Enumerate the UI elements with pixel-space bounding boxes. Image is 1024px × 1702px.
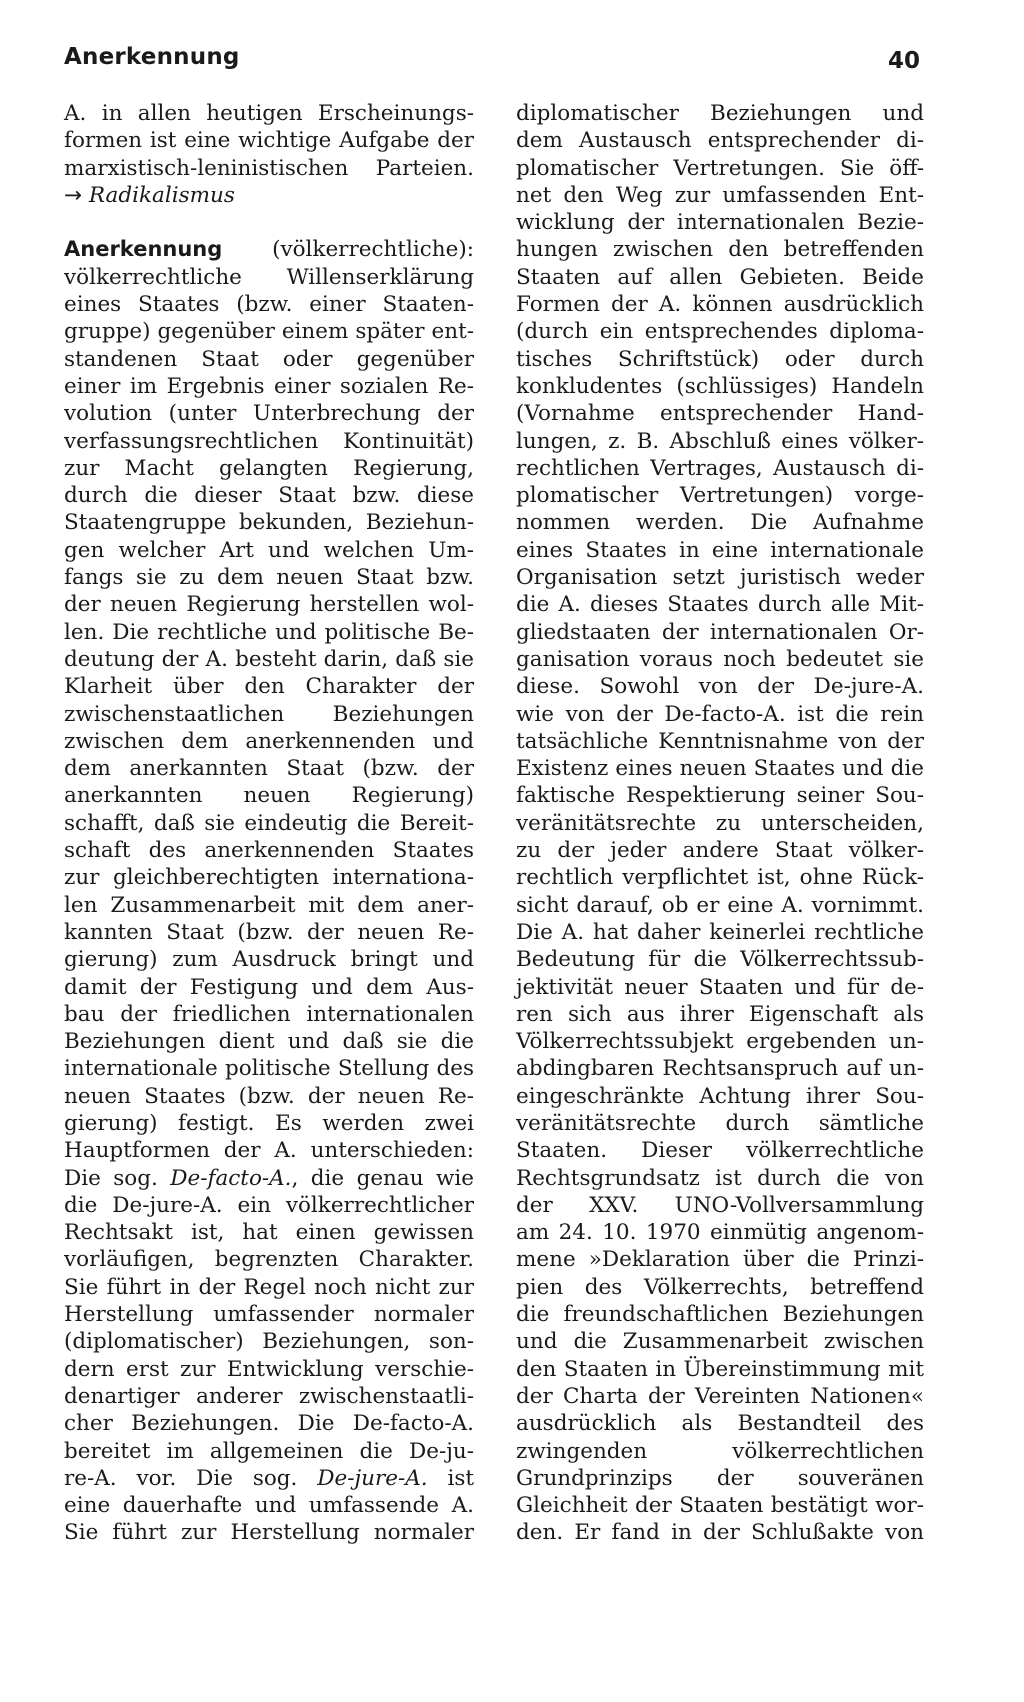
text-line: Existenz eines neuen Staates und die xyxy=(516,756,924,782)
cross-reference-arrow-icon: → xyxy=(64,182,89,208)
text-line: Bedeutung für die Völkerrechtssub- xyxy=(516,947,924,973)
text-line: pien des Völkerrechts, betreffend xyxy=(516,1274,924,1300)
left-column xyxy=(64,100,474,1547)
text-line: durch die dieser Staat bzw. diese xyxy=(64,483,474,509)
text-line: gierung) festigt. Es werden zwei xyxy=(64,1110,474,1136)
text-line: Organisation setzt juristisch weder xyxy=(516,565,924,591)
text-line: dern erst zur Entwicklung verschie- xyxy=(64,1356,474,1382)
text-line: len Zusammenarbeit mit dem aner- xyxy=(64,892,474,918)
text-line: Herstellung umfassender normaler xyxy=(64,1302,474,1328)
text-line: wie von der De-facto-A. ist die rein xyxy=(516,701,924,727)
italic-term: De-jure-A. xyxy=(317,1465,428,1491)
text-line: veränitätsrechte durch sämtliche xyxy=(516,1110,924,1136)
cross-reference xyxy=(64,182,474,209)
text-line: am 24. 10. 1970 einmütig angenom- xyxy=(516,1220,924,1246)
text-line: dem anerkannten Staat (bzw. der xyxy=(64,756,474,782)
text-line: die De-jure-A. ein völkerrechtlicher xyxy=(64,1192,474,1218)
text-line: tisches Schriftstück) oder durch xyxy=(516,346,924,372)
text-line: völkerrechtliche Willenserklärung xyxy=(64,264,474,290)
page-header xyxy=(64,44,920,84)
text-line: eine dauerhafte und umfassende A. xyxy=(64,1493,474,1519)
running-head: Anerkennung xyxy=(64,44,240,70)
text-line: und die Zusammenarbeit zwischen xyxy=(516,1329,924,1355)
text-line: eines Staates (bzw. einer Staaten- xyxy=(64,292,474,318)
text-line: der XXV. UNO-Vollversammlung xyxy=(516,1192,924,1218)
text-line: jektivität neuer Staaten und für de- xyxy=(516,974,924,1000)
text-line: deutung der A. besteht darin, daß sie xyxy=(64,646,474,672)
italic-term: De-facto-A. xyxy=(170,1165,292,1191)
text-run: , die genau wie xyxy=(291,1165,474,1191)
text-line: standenen Staat oder gegenüber xyxy=(64,346,474,372)
text-line: cher Beziehungen. Die De-facto-A. xyxy=(64,1411,474,1437)
text-line: (durch ein entsprechendes diploma- xyxy=(516,319,924,345)
text-line: abdingbaren Rechtsanspruch auf un- xyxy=(516,1056,924,1082)
text-line: Staaten auf allen Gebieten. Beide xyxy=(516,264,924,290)
text-line: plomatischer Vertretungen) vorge- xyxy=(516,483,924,509)
text-line: konkludentes (schlüssiges) Handeln xyxy=(516,373,924,399)
text-line: kannten Staat (bzw. der neuen Re- xyxy=(64,919,474,945)
text-line: faktische Respektierung seiner Sou- xyxy=(516,783,924,809)
text-line: ren sich aus ihrer Eigenschaft als xyxy=(516,1001,924,1027)
text-line: Grundprinzips der souveränen xyxy=(516,1465,924,1491)
entry-headword-line xyxy=(64,236,474,263)
text-line: ganisation voraus noch bedeutet sie xyxy=(516,646,924,672)
text-line: zwingenden völkerrechtlichen xyxy=(516,1438,924,1464)
paragraph-gap xyxy=(64,209,474,236)
text-line: len. Die rechtliche und politische Be- xyxy=(64,619,474,645)
text-line: gruppe) gegenüber einem später ent- xyxy=(64,319,474,345)
text-line: Beziehungen dient und daß sie die xyxy=(64,1029,474,1055)
text-line: Gleichheit der Staaten bestätigt wor- xyxy=(516,1493,924,1519)
text-line: veränitätsrechte zu unterscheiden, xyxy=(516,810,924,836)
entry-headword: Anerkennung xyxy=(64,237,223,262)
text-line: ausdrücklich als Bestandteil des xyxy=(516,1411,924,1437)
text-line: zu der jeder andere Staat völker- xyxy=(516,838,924,864)
text-line: zwischen dem anerkennenden und xyxy=(64,728,474,754)
text-line: vorläufigen, begrenzten Charakter. xyxy=(64,1247,474,1273)
text-line: zur gleichberechtigten internationa- xyxy=(64,865,474,891)
text-line: denartiger anderer zwischenstaatli- xyxy=(64,1383,474,1409)
text-line: hungen zwischen den betreffenden xyxy=(516,237,924,263)
text-line: marxistisch-leninistischen Parteien. xyxy=(64,155,474,181)
text-run: ist xyxy=(427,1465,474,1491)
text-line: Staaten. Dieser völkerrechtliche xyxy=(516,1138,924,1164)
text-line: bereitet im allgemeinen die De-ju- xyxy=(64,1438,474,1464)
text-line: schafft, daß sie eindeutig die Bereit- xyxy=(64,810,474,836)
text-line: plomatischer Vertretungen. Sie öff- xyxy=(516,155,924,181)
text-line: dem Austausch entsprechender di- xyxy=(516,128,924,154)
text-line: rechtlich verpflichtet ist, ohne Rück- xyxy=(516,865,924,891)
text-line: der Charta der Vereinten Nationen« xyxy=(516,1383,924,1409)
text-line: wicklung der internationalen Bezie- xyxy=(516,210,924,236)
text-line: mene »Deklaration über die Prinzi- xyxy=(516,1247,924,1273)
text-line: Sie führt zur Herstellung normaler xyxy=(64,1520,474,1546)
text-line: eingeschränkte Achtung ihrer Sou- xyxy=(516,1083,924,1109)
text-line: anerkannten neuen Regierung) xyxy=(64,783,474,809)
text-line: Hauptformen der A. unterschieden: xyxy=(64,1138,474,1164)
text-line: damit der Festigung und dem Aus- xyxy=(64,974,474,1000)
text-run: Die sog. xyxy=(64,1165,171,1191)
text-line: neuen Staates (bzw. der neuen Re- xyxy=(64,1083,474,1109)
text-line: formen ist eine wichtige Aufgabe der xyxy=(64,128,474,154)
text-line: zur Macht gelangten Regierung, xyxy=(64,455,474,481)
text-line: diplomatischer Beziehungen und xyxy=(516,101,924,126)
text-line: internationale politische Stellung des xyxy=(64,1056,474,1082)
text-line: zwischenstaatlichen Beziehungen xyxy=(64,701,474,727)
text-line: sicht darauf, ob er eine A. vornimmt. xyxy=(516,892,924,918)
text-line: den Staaten in Übereinstimmung mit xyxy=(516,1356,924,1382)
text-line xyxy=(64,1465,474,1492)
text-line: bau der friedlichen internationalen xyxy=(64,1001,474,1027)
text-line: Sie führt in der Regel noch nicht zur xyxy=(64,1274,474,1300)
right-column xyxy=(516,100,924,1547)
text-line: tatsächliche Kenntnisnahme von der xyxy=(516,728,924,754)
text-line: die A. dieses Staates durch alle Mit- xyxy=(516,592,924,618)
text-run: re-A. vor. Die sog. xyxy=(64,1465,318,1491)
text-line: gierung) zum Ausdruck bringt und xyxy=(64,947,474,973)
text-line: rechtlichen Vertrages, Austausch di- xyxy=(516,455,924,481)
text-line: nommen werden. Die Aufnahme xyxy=(516,510,924,536)
text-line: schaft des anerkennenden Staates xyxy=(64,838,474,864)
text-line xyxy=(64,1165,474,1192)
text-line: Rechtsakt ist, hat einen gewissen xyxy=(64,1220,474,1246)
text-line: fangs sie zu dem neuen Staat bzw. xyxy=(64,565,474,591)
text-line: den. Er fand in der Schlußakte von xyxy=(516,1520,924,1546)
text-line: lungen, z. B. Abschluß eines völker- xyxy=(516,428,924,454)
text-line: Rechtsgrundsatz ist durch die von xyxy=(516,1165,924,1191)
text-line: gliedstaaten der internationalen Or- xyxy=(516,619,924,645)
text-line: der neuen Regierung herstellen wol- xyxy=(64,592,474,618)
text-line: gen welcher Art und welchen Um- xyxy=(64,537,474,563)
text-line: Formen der A. können ausdrücklich xyxy=(516,292,924,318)
text-line: net den Weg zur umfassenden Ent- xyxy=(516,182,924,208)
text-line: Staatengruppe bekunden, Beziehun- xyxy=(64,510,474,536)
text-line: diese. Sowohl von der De-jure-A. xyxy=(516,674,924,700)
text-line: die freundschaftlichen Beziehungen xyxy=(516,1302,924,1328)
text-line: Völkerrechtssubjekt ergebenden un- xyxy=(516,1029,924,1055)
text-line: Klarheit über den Charakter der xyxy=(64,674,474,700)
text-line: Die A. hat daher keinerlei rechtliche xyxy=(516,919,924,945)
cross-reference-link: Radikalismus xyxy=(88,182,235,208)
text-line: A. in allen heutigen Erscheinungs- xyxy=(64,101,474,126)
text-line: einer im Ergebnis einer sozialen Re- xyxy=(64,373,474,399)
text-line: verfassungsrechtlichen Kontinuität) xyxy=(64,428,474,454)
text-line: eines Staates in eine internationale xyxy=(516,537,924,563)
text-line: volution (unter Unterbrechung der xyxy=(64,401,474,427)
page-number: 40 xyxy=(887,48,920,74)
text-line: (Vornahme entsprechender Hand- xyxy=(516,401,924,427)
text-line: (diplomatischer) Beziehungen, son- xyxy=(64,1329,474,1355)
entry-qualifier: (völkerrechtliche): xyxy=(272,237,474,263)
